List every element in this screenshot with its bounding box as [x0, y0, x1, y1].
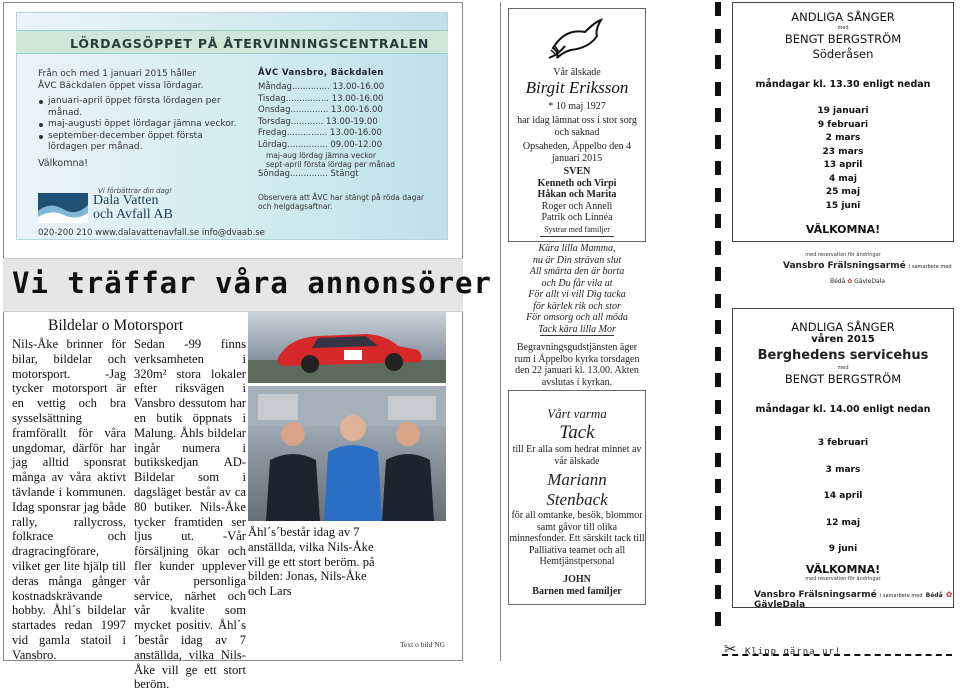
bede-logo — [830, 278, 885, 285]
cut-dash — [715, 294, 721, 308]
sang1-med: med — [837, 25, 849, 31]
cut-dash — [715, 320, 721, 334]
deceased-name: Birgit Eriksson — [525, 78, 629, 97]
family-member: Patrik och Linnéa — [541, 212, 613, 223]
hours-time: 09.00-12.00 — [330, 139, 383, 150]
avc-title: ÅVC Vansbro, Bäckdalen — [258, 68, 384, 78]
sang2-when: våren 2015 — [811, 334, 875, 345]
sang1-dates — [732, 105, 954, 213]
hours-day: Onsdag — [258, 105, 291, 115]
article-title: Bildelar o Motorsport — [48, 317, 184, 334]
poem — [508, 243, 646, 335]
scissors-icon: ✂ — [724, 640, 737, 658]
coop-label: i samarbete med — [908, 264, 952, 270]
company-slogan: Vi förbättrar din dag! — [98, 187, 173, 195]
hours-day: Måndag — [258, 82, 292, 92]
cut-dash — [715, 2, 721, 16]
date-item: 13 april — [823, 160, 863, 170]
thanks-text: till Er alla som hedrat minnet av vår älskade — [512, 444, 642, 467]
article-column-1: Nils-Åke brinner för bilar, bildelar och motorsport. -Jag tycker motorsport är en vettig och bra sysselsättning framförallt för våra ungdomar, därför har jag alltid sponsrat många av våra aktivt tävlande i kommunen. Idag sponsrar jag både rally, rallycross, folkrace och dragracingförare, vilket ger lite hjälp till deras många gånger kostnadskrävande hobby. Åhl´s bildelar startades redan 1997 vid gamla statoil i Vansbro. — [12, 337, 126, 662]
sang2-dates — [732, 430, 954, 563]
saturday-note: sept-april första lördag per månad — [266, 160, 396, 169]
date-item: 19 januari — [817, 106, 869, 116]
dove-icon — [545, 18, 605, 62]
date-item: 4 maj — [829, 173, 857, 184]
hours-time: Stängt — [330, 169, 359, 179]
hours-row: Söndag.............. Stängt — [258, 169, 359, 179]
sang2-reservation: med reservation för ändringar — [805, 576, 881, 582]
company-name-line1: Dala Vatten — [93, 193, 159, 208]
thanks-title: Vårt varma — [547, 406, 607, 421]
cut-dash — [715, 453, 721, 467]
thanks-big: Tack — [559, 422, 595, 443]
signature-line: JOHN — [563, 574, 591, 585]
sang2-place: Berghedens servicehus — [757, 348, 929, 363]
opening-hours — [258, 82, 438, 181]
saturday-note: maj-aug lördag jämna veckor — [266, 151, 376, 160]
hours-row: Lördag............... 09.00-12.00 — [258, 139, 383, 150]
date-item: 14 april — [823, 491, 863, 501]
bede-text: GävleDala — [854, 278, 886, 285]
cut-dash — [715, 347, 721, 361]
sang1-time: måndagar kl. 13.30 enligt nedan — [755, 79, 931, 90]
cut-dash — [715, 55, 721, 69]
thanks-rest: för all omtanke, besök, blommor samt gåvor till olika minnesfonder. Ett särskilt tack till Palliativa teamet och all Hemtjänstpersonal — [509, 510, 645, 567]
company-name-line2: och Avfall AB — [93, 207, 173, 222]
rally-car-photo — [248, 312, 446, 383]
hours-row: Torsdag............ 13.00-19.00 — [258, 116, 378, 127]
hours-time: 13.00-16.00 — [330, 128, 382, 138]
cut-dash — [715, 559, 721, 573]
sang1-reservation: med reservation för ändringar — [805, 252, 881, 258]
ad-intro — [38, 68, 238, 92]
date-item: 3 mars — [825, 464, 861, 475]
family-list — [512, 166, 642, 235]
hours-row: Måndag.............. 13.00-16.00 — [258, 82, 385, 92]
cut-dash — [715, 612, 721, 626]
ad-bullet: januari-april öppet första lördagen per månad. — [38, 96, 238, 119]
sang2-title: ANDLIGA SÅNGER — [791, 320, 895, 334]
sponsor-name: Vansbro Frälsningsarmé — [754, 590, 877, 600]
cut-dash — [715, 29, 721, 43]
ad-title: LÖRDAGSÖPPET PÅ ÅTERVINNINGSCENTRALEN — [70, 36, 430, 51]
thanks-name-line: Mariann — [547, 470, 607, 489]
funeral-info: Begravningsgudstjänsten äger rum i Äppelbo kyrka torsdagen den 22 januari kl. 13.00. Akten avslutas i kyrkan. — [514, 342, 640, 388]
cut-dash — [715, 135, 721, 149]
poem-line: nu är Din strävan slut — [532, 254, 622, 266]
date-item: 23 mars — [822, 146, 864, 157]
sang1-place: Söderåsen — [812, 47, 874, 61]
ad-bullet: maj-augusti öppet lördagar jämna veckor. — [38, 119, 238, 131]
cut-dash — [715, 161, 721, 175]
family-member: Håkan och Marita — [537, 189, 617, 200]
poem-line: All smärta den är borta — [529, 266, 625, 277]
family-member: SVEN — [563, 166, 591, 177]
cut-dash — [715, 241, 721, 255]
thanks-deceased-name — [508, 470, 646, 510]
family-member: Kenneth och Virpi — [537, 177, 617, 189]
cut-dash — [715, 400, 721, 414]
birth-date: * 10 maj 1927 — [548, 101, 606, 112]
rally-car-image — [248, 312, 446, 383]
cut-dash — [715, 267, 721, 281]
ad-bullet: september-december öppet första lördagen per månad. — [38, 131, 238, 154]
death-text: har idag lämnat oss i stor sorg och saknad — [517, 115, 637, 138]
hours-day: Tisdag — [258, 93, 286, 104]
poem-line: Tack kära lilla Mor — [538, 323, 616, 335]
company-name — [93, 194, 173, 222]
date-item: 25 maj — [825, 187, 861, 197]
photo-caption: Åhl´s´består idag av 7 anställda, vilka Nils-Åke vill ge ett stort beröm. på bilden: Jonas, Nils-Åke och Lars — [248, 525, 375, 599]
sang2-welcome: VÄLKOMNA! — [805, 563, 881, 576]
thanks-name-line: Stenback — [546, 490, 608, 509]
thanks-signature — [508, 574, 646, 597]
hours-day: Fredag — [258, 128, 287, 138]
poem-line: för kärlek rik och stor — [533, 300, 621, 312]
announce-label: Vår älskade — [553, 67, 601, 78]
sang1-sponsor — [783, 261, 960, 271]
ad-welcome: Välkomna! — [38, 158, 89, 169]
article-column-2: Sedan -99 finns verksamheten i 320m² stora lokaler efter riksvägen i Vansbro dessutom har en butik öppnats i Malung. Åhls bildelar ingår numera i butikskedjan AD-Bildelar som i dagsläget består av ca 80 butiker. Nils-Åke tycker framtiden ser ljus ut. -Vår försäljning ökar och fler kunder upplever vår personliga service, närhet och vår kvalite som mycket positiv. Åhl´s´består idag av 7 anställda, vilka Nils-Åke vill ge ett stort beröm. — [134, 337, 246, 692]
family-member: Systrar med familjer — [544, 224, 610, 234]
cut-dash — [715, 214, 721, 228]
poem-line: För omsorg och all möda — [526, 312, 628, 323]
cut-dash — [715, 426, 721, 440]
family-member: Roger och Anneli — [541, 200, 613, 212]
cut-dash — [715, 585, 721, 599]
avc-note: Observera att ÅVC har stängt på röda dagar och helgdagsaftnar. — [258, 193, 425, 211]
signature-line: Barnen med familjer — [532, 585, 622, 597]
death-place: Opsaheden, Äppelbo den 4 januari 2015 — [522, 141, 632, 164]
sang2-sponsor — [754, 590, 960, 610]
cut-dash — [715, 108, 721, 122]
sang1-artist: BENGT BERGSTRÖM — [784, 32, 902, 46]
sang2-med: med — [837, 365, 849, 371]
cut-dash — [715, 188, 721, 202]
bede-flower-icon: ✿ — [945, 590, 953, 599]
bede-text: GävleDala — [754, 600, 806, 610]
hours-day: Söndag — [258, 169, 290, 179]
cut-label: Klipp gärna ur! — [745, 647, 842, 657]
cut-dash — [715, 479, 721, 493]
hours-time: 13.00-16.00 — [331, 93, 384, 104]
date-item: 3 februari — [817, 438, 869, 448]
sang1-welcome: VÄLKOMNA! — [805, 223, 881, 236]
hours-day: Lördag — [258, 139, 288, 150]
date-item: 9 februari — [817, 119, 869, 130]
cut-dash — [715, 532, 721, 546]
date-item: 2 mars — [825, 133, 861, 143]
hours-row: Fredag............... 13.00-16.00 — [258, 128, 382, 138]
sang1-title: ANDLIGA SÅNGER — [791, 10, 895, 24]
cut-dash — [715, 506, 721, 520]
hours-time: 13.00-16.00 — [332, 82, 385, 92]
poem-line: och Du får vila ut — [541, 277, 613, 289]
sang2-artist: BENGT BERGSTRÖM — [784, 372, 902, 386]
three-men-image — [248, 386, 446, 521]
date-item: 12 maj — [825, 517, 861, 528]
ad-intro-line2: ÅVC Bäckdalen öppet vissa lördagar. — [38, 81, 204, 91]
divider — [540, 335, 614, 336]
cut-dashes — [715, 2, 723, 642]
date-item: 9 juni — [828, 544, 858, 554]
team-photo — [248, 386, 446, 521]
bede-text: Bédå — [830, 278, 846, 285]
ad-intro-line1: Från och med 1 januari 2015 håller — [38, 69, 197, 79]
sponsor-name: Vansbro Frälsningsarmé — [783, 261, 906, 271]
photo-credit: Text o bild NG — [400, 640, 446, 649]
coop-label: i samarbete med — [879, 593, 923, 599]
ad-bullets — [38, 96, 238, 154]
poem-line: Kära lilla Mamma, — [538, 243, 616, 254]
date-item: 15 juni — [825, 200, 861, 211]
headline: Vi träffar våra annonsörer — [12, 266, 492, 300]
cut-dash — [715, 373, 721, 387]
dala-vatten-logo-icon — [38, 193, 88, 223]
hours-time: 13.00-16.00 — [331, 105, 383, 115]
sang2-time: måndagar kl. 14.00 enligt nedan — [755, 404, 931, 415]
cut-dash — [715, 82, 721, 96]
hours-time: 13.00-19.00 — [326, 116, 378, 127]
bede-flower-icon: ✿ — [847, 278, 853, 285]
hours-row: Onsdag.............. 13.00-16.00 — [258, 105, 383, 115]
poem-line: För allt vi vill Dig tacka — [528, 289, 626, 300]
divider — [540, 236, 614, 237]
hours-day: Torsdag — [258, 116, 291, 127]
bede-text: Bédå — [925, 592, 943, 599]
ad-contact: 020-200 210 www.dalavattenavfall.se info@dvaab.se — [38, 228, 265, 238]
hours-row: Tisdag................ 13.00-16.00 — [258, 93, 384, 104]
